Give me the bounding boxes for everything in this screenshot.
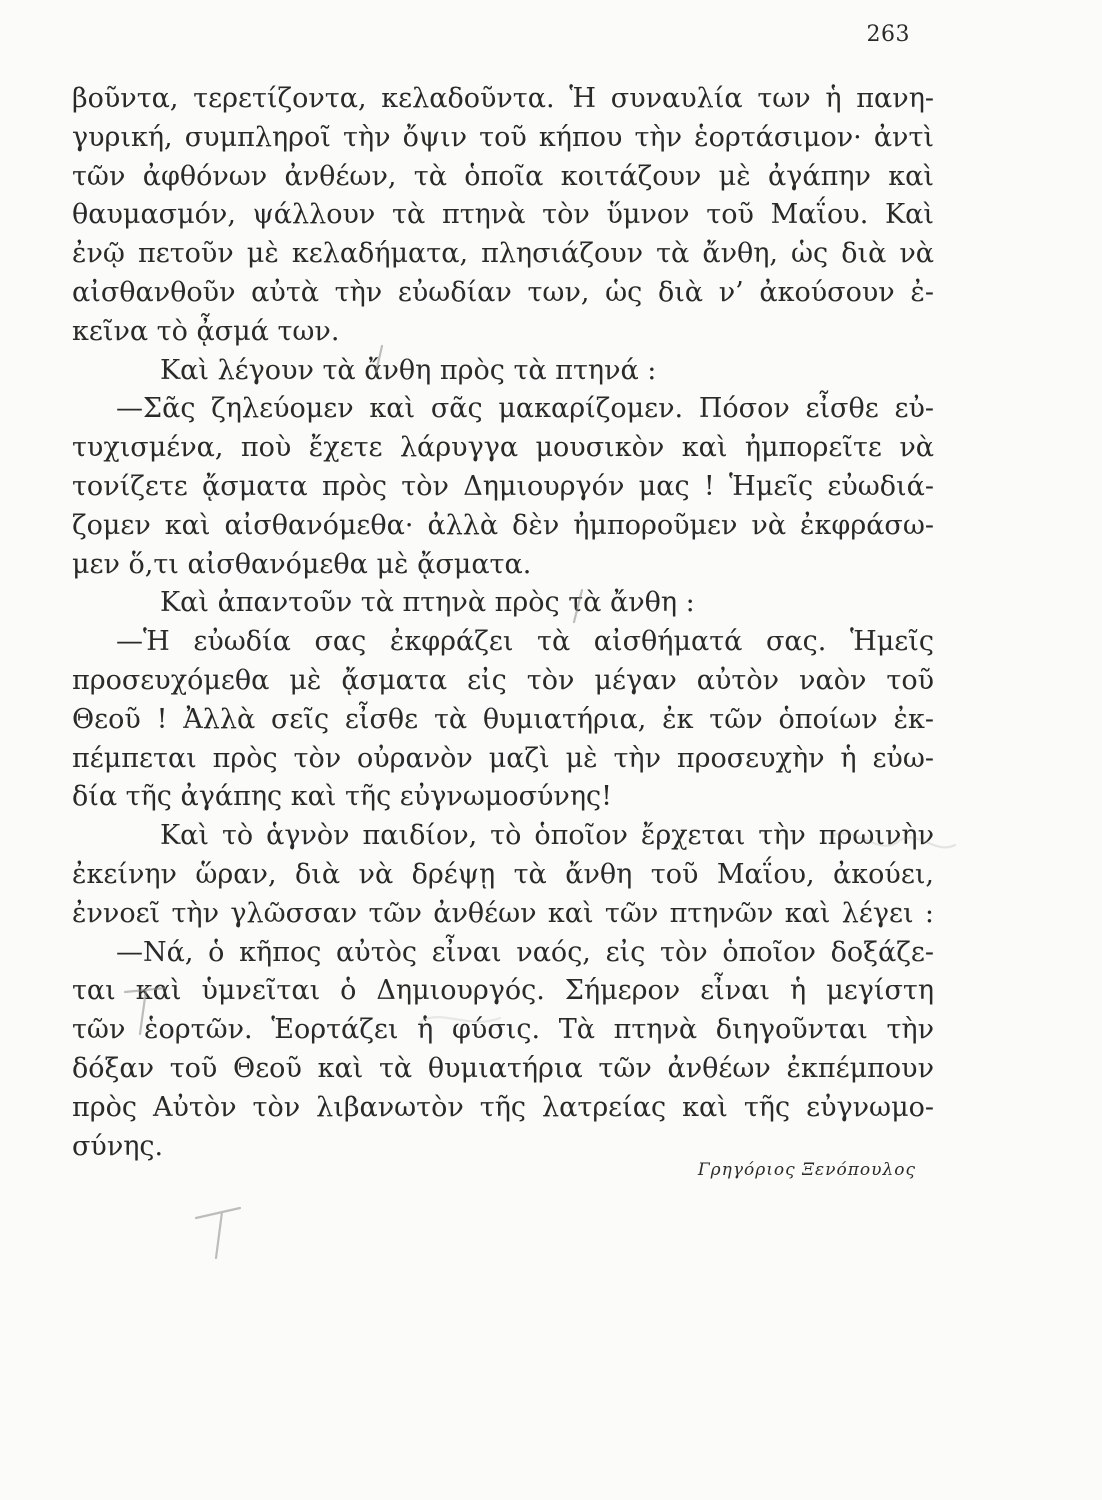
text-line: αἰσθανθοῦν αὐτὰ τὴν εὐωδίαν των, ὡς διὰ ν’ ἀκούσουν ἐ- — [72, 276, 934, 308]
text-line: πρὸς Αὐτὸν τὸν λιβανωτὸν τῆς λατρείας καὶ τῆς εὐγνωμο- — [72, 1091, 934, 1123]
text-line: τυχισμένα, ποὺ ἔχετε λάρυγγα μουσικὸν καὶ ἠμπορεῖτε νὰ — [72, 432, 934, 464]
text-line: δία τῆς ἀγάπης καὶ τῆς εὐγνωμοσύνης! — [72, 781, 612, 813]
text-line: ται καὶ ὑμνεῖται ὁ Δημιουργός. Σήμερον εἶναι ἡ μεγίστη — [72, 975, 934, 1007]
text-line: κεῖνα τὸ ᾆσμά των. — [72, 315, 340, 347]
text-line: δόξαν τοῦ Θεοῦ καὶ τὰ θυμιατήρια τῶν ἀνθέων ἐκπέμπουν — [72, 1052, 934, 1084]
text-line: —Σᾶς ζηλεύομεν καὶ σᾶς μακαρίζομεν. Πόσον εἶσθε εὐ- — [116, 393, 934, 425]
text-line: σύνης. — [72, 1130, 164, 1162]
page-number: 263 — [866, 22, 910, 47]
text-line: Καὶ ἀπαντοῦν τὰ πτηνὰ πρὸς τὰ ἄνθη : — [160, 587, 695, 619]
text-line: ἐνῷ πετοῦν μὲ κελαδήματα, πλησιάζουν τὰ ἄνθη, ὡς διὰ νὰ — [72, 238, 934, 270]
author-signature: Γρηγόριος Ξενόπουλος — [697, 1160, 916, 1180]
text-line: τῶν ἑορτῶν. Ἑορτάζει ἡ φύσις. Τὰ πτηνὰ διηγοῦνται τὴν — [72, 1014, 934, 1046]
text-line: Θεοῦ ! Ἀλλὰ σεῖς εἶσθε τὰ θυμιατήρια, ἐκ τῶν ὁποίων ἐκ- — [72, 703, 934, 735]
text-line: Καὶ τὸ ἁγνὸν παιδίον, τὸ ὁποῖον ἔρχεται τὴν πρωινὴν — [160, 820, 934, 852]
text-line: γυρική, συμπληροῖ τὴν ὄψιν τοῦ κήπου τὴν ἑορτάσιμον· ἀντὶ — [72, 121, 934, 153]
text-line: θαυμασμόν, ψάλλουν τὰ πτηνὰ τὸν ὕμνον τοῦ Μαΐου. Καὶ — [72, 199, 934, 231]
text-line: βοῦντα, τερετίζοντα, κελαδοῦντα. Ἡ συναυλία των ἡ πανη- — [72, 83, 934, 114]
text-line: ἐννοεῖ τὴν γλῶσσαν τῶν ἀνθέων καὶ τῶν πτηνῶν καὶ λέγει : — [72, 897, 934, 929]
body-text — [72, 80, 934, 1166]
text-line: ζομεν καὶ αἰσθανόμεθα· ἀλλὰ δὲν ἠμποροῦμεν νὰ ἐκφράσω- — [72, 509, 934, 541]
text-line: Καὶ λέγουν τὰ ἄνθη πρὸς τὰ πτηνά : — [160, 354, 657, 386]
text-line: ἐκείνην ὥραν, διὰ νὰ δρέψῃ τὰ ἄνθη τοῦ Μαΐου, ἀκούει, — [72, 858, 934, 890]
text-line: προσευχόμεθα μὲ ᾄσματα εἰς τὸν μέγαν αὐτὸν ναὸν τοῦ — [72, 664, 934, 696]
text-line: τονίζετε ᾄσματα πρὸς τὸν Δημιουργόν μας ! Ἡμεῖς εὐωδιά- — [72, 470, 934, 502]
pen-end-mark — [196, 1208, 240, 1258]
text-line: μεν ὅ,τι αἰσθανόμεθα μὲ ᾄσματα. — [72, 548, 532, 580]
text-line: —Νά, ὁ κῆπος αὐτὸς εἶναι ναός, εἰς τὸν ὁποῖον δοξάζε- — [116, 936, 934, 968]
text-line: πέμπεται πρὸς τὸν οὐρανὸν μαζὶ μὲ τὴν προσευχὴν ἡ εὐω- — [72, 742, 934, 774]
text-line: —Ἡ εὐωδία σας ἐκφράζει τὰ αἰσθήματά σας. Ἡμεῖς — [116, 626, 934, 658]
text-line: τῶν ἀφθόνων ἀνθέων, τὰ ὁποῖα κοιτάζουν μὲ ἀγάπην καὶ — [72, 160, 934, 192]
